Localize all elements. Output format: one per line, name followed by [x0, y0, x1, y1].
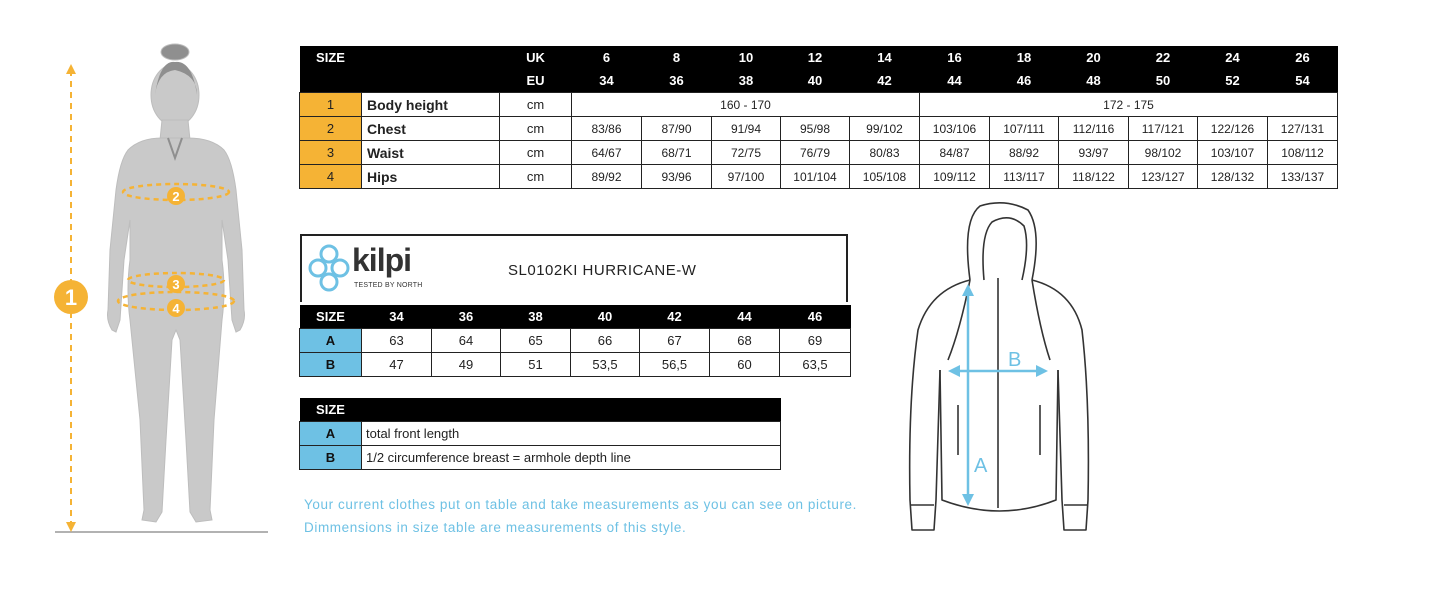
table-cell: 95/98: [781, 117, 850, 141]
instruction-note: Your current clothes put on table and take measurements as you can see on picture.: [304, 497, 858, 512]
eu-size: 38: [712, 69, 781, 93]
table-cell: 89/92: [572, 165, 642, 189]
table-cell: 101/104: [781, 165, 850, 189]
instruction-note: Dimmensions in size table are measurements of this style.: [304, 520, 687, 535]
table-cell: 93/97: [1059, 141, 1129, 165]
table-cell: 84/87: [920, 141, 990, 165]
table-cell: 63,5: [780, 353, 851, 377]
height-range: 160 - 170: [572, 93, 920, 117]
eu-size: 48: [1059, 69, 1129, 93]
legend-description: total front length: [362, 422, 781, 446]
eu-size: 50: [1129, 69, 1198, 93]
table-row: [300, 353, 851, 377]
table-cell: 63: [362, 329, 432, 353]
table-cell: 51: [501, 353, 571, 377]
brand-logo-text: kilpi: [352, 242, 412, 278]
row-unit: cm: [500, 165, 572, 189]
uk-size: 24: [1198, 46, 1268, 69]
table-cell: 49: [432, 353, 501, 377]
uk-size: 14: [850, 46, 920, 69]
measurement-b-label: B: [1008, 349, 1022, 371]
uk-size: 6: [572, 46, 642, 69]
table-cell: 98/102: [1129, 141, 1198, 165]
table-cell: 109/112: [920, 165, 990, 189]
row-label: A: [300, 329, 362, 353]
table-row: [300, 117, 1338, 141]
eu-size: 54: [1268, 69, 1338, 93]
table-cell: 80/83: [850, 141, 920, 165]
table-cell: 67: [640, 329, 710, 353]
row-unit: cm: [500, 93, 572, 117]
legend-description: 1/2 circumference breast = armhole depth line: [362, 446, 781, 470]
row-unit: cm: [500, 141, 572, 165]
row-number: 2: [300, 117, 362, 141]
size-header: SIZE: [300, 46, 362, 69]
table-cell: 53,5: [571, 353, 640, 377]
table-cell: 88/92: [990, 141, 1059, 165]
table-cell: 108/112: [1268, 141, 1338, 165]
table-row: [300, 422, 781, 446]
size-column-header: 38: [501, 305, 571, 329]
row-label: B: [300, 353, 362, 377]
size-header: SIZE: [300, 305, 362, 329]
table-cell: 107/111: [990, 117, 1059, 141]
eu-size: 36: [642, 69, 712, 93]
table-cell: 69: [780, 329, 851, 353]
table-row: [300, 93, 1338, 117]
table-cell: 56,5: [640, 353, 710, 377]
table-cell: 76/79: [781, 141, 850, 165]
eu-size: 40: [781, 69, 850, 93]
row-unit: cm: [500, 117, 572, 141]
uk-size: 26: [1268, 46, 1338, 69]
jacket-measurement-drawing: [900, 200, 1100, 540]
table-row: [300, 446, 781, 470]
table-cell: 103/106: [920, 117, 990, 141]
eu-size: 44: [920, 69, 990, 93]
table-cell: 105/108: [850, 165, 920, 189]
row-number: 3: [300, 141, 362, 165]
brand-tagline: TESTED BY NORTH: [354, 282, 423, 289]
eu-size: 52: [1198, 69, 1268, 93]
table-cell: 64/67: [572, 141, 642, 165]
table-cell: 118/122: [1059, 165, 1129, 189]
table-cell: 87/90: [642, 117, 712, 141]
eu-header: EU: [500, 69, 572, 93]
product-size-table: [299, 305, 851, 377]
table-cell: 93/96: [642, 165, 712, 189]
table-row: [300, 165, 1338, 189]
measurement-legend-table: [299, 398, 781, 470]
height-range: 172 - 175: [920, 93, 1338, 117]
row-number: 4: [300, 165, 362, 189]
table-cell: 133/137: [1268, 165, 1338, 189]
marker-4: 4: [172, 301, 180, 316]
size-column-header: 36: [432, 305, 501, 329]
uk-size: 20: [1059, 46, 1129, 69]
marker-1: 1: [64, 285, 78, 310]
row-label: Body height: [362, 93, 500, 117]
table-cell: 113/117: [990, 165, 1059, 189]
table-cell: 112/116: [1059, 117, 1129, 141]
row-label: Hips: [362, 165, 500, 189]
size-header: SIZE: [300, 398, 362, 422]
table-cell: 117/121: [1129, 117, 1198, 141]
table-cell: 66: [571, 329, 640, 353]
marker-3: 3: [172, 277, 180, 292]
uk-size: 22: [1129, 46, 1198, 69]
kilpi-knot-logo-icon: [306, 242, 352, 294]
table-cell: 68: [710, 329, 780, 353]
table-cell: 47: [362, 353, 432, 377]
size-column-header: 42: [640, 305, 710, 329]
product-title: SL0102KI HURRICANE-W: [508, 262, 697, 279]
uk-size: 12: [781, 46, 850, 69]
table-cell: 122/126: [1198, 117, 1268, 141]
row-label: Waist: [362, 141, 500, 165]
size-column-header: 34: [362, 305, 432, 329]
table-cell: 72/75: [712, 141, 781, 165]
row-number: 1: [300, 93, 362, 117]
table-cell: 68/71: [642, 141, 712, 165]
table-cell: 128/132: [1198, 165, 1268, 189]
table-cell: 60: [710, 353, 780, 377]
table-row: [300, 141, 1338, 165]
table-cell: 65: [501, 329, 571, 353]
uk-size: 16: [920, 46, 990, 69]
measurement-a-label: A: [974, 455, 988, 477]
size-column-header: 46: [780, 305, 851, 329]
size-column-header: 40: [571, 305, 640, 329]
uk-header: UK: [500, 46, 572, 69]
legend-label: A: [300, 422, 362, 446]
marker-2: 2: [172, 189, 180, 204]
size-chart-table: [299, 46, 1338, 189]
uk-size: 10: [712, 46, 781, 69]
table-cell: 127/131: [1268, 117, 1338, 141]
uk-size: 8: [642, 46, 712, 69]
table-cell: 123/127: [1129, 165, 1198, 189]
eu-size: 34: [572, 69, 642, 93]
body-measurement-figure: [0, 20, 280, 580]
eu-size: 46: [990, 69, 1059, 93]
table-cell: 97/100: [712, 165, 781, 189]
row-label: Chest: [362, 117, 500, 141]
table-cell: 91/94: [712, 117, 781, 141]
table-cell: 103/107: [1198, 141, 1268, 165]
uk-size: 18: [990, 46, 1059, 69]
eu-size: 42: [850, 69, 920, 93]
product-header: [300, 234, 848, 302]
table-row: [300, 329, 851, 353]
legend-label: B: [300, 446, 362, 470]
table-cell: 64: [432, 329, 501, 353]
table-cell: 83/86: [572, 117, 642, 141]
size-column-header: 44: [710, 305, 780, 329]
table-cell: 99/102: [850, 117, 920, 141]
